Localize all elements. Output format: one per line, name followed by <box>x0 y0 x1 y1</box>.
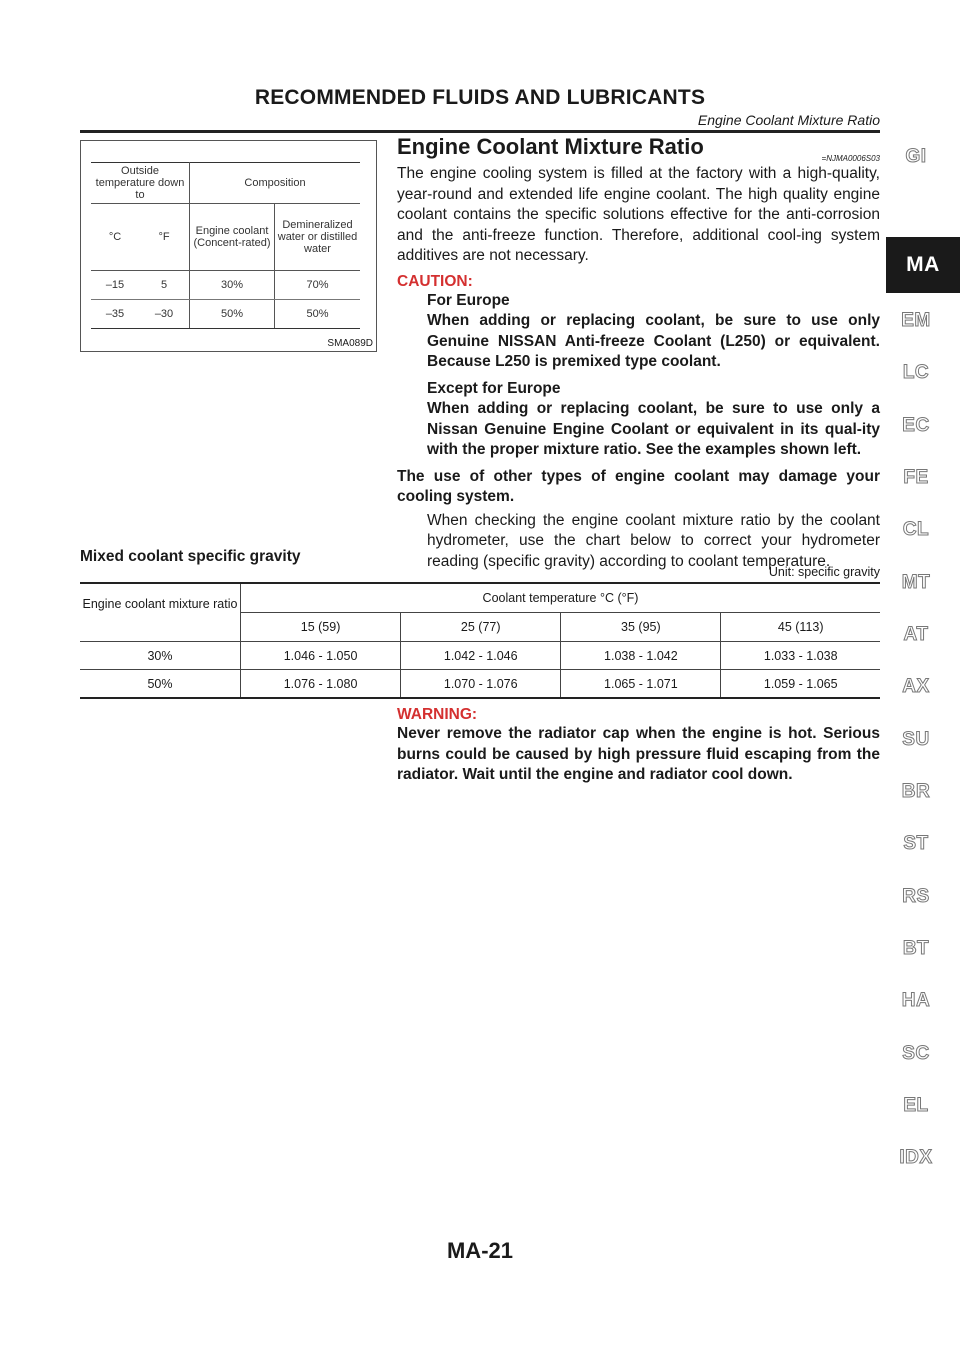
figure-cell: 50% <box>190 300 275 329</box>
side-tab-el[interactable]: EL <box>903 1095 929 1116</box>
page-header <box>80 86 880 128</box>
side-tab-bt[interactable]: BT <box>902 938 930 959</box>
page-subtitle: Engine Coolant Mixture Ratio <box>697 112 880 128</box>
gravity-cell: 1.038 - 1.042 <box>561 642 721 670</box>
gravity-cell: 1.076 - 1.080 <box>241 670 401 699</box>
side-tab-rs[interactable]: RS <box>902 886 930 907</box>
table-row <box>80 670 880 699</box>
figure-header-water: Demineralized water or distilled water <box>275 204 361 271</box>
side-tab-sc[interactable]: SC <box>902 1043 930 1064</box>
ratio-cell: 50% <box>80 670 241 699</box>
gravity-cell: 1.065 - 1.071 <box>561 670 721 699</box>
temp-column-header: 15 (59) <box>241 613 401 642</box>
gravity-table <box>80 582 880 699</box>
side-tab-mt[interactable]: MT <box>901 572 931 593</box>
figure-header-f: °F <box>139 204 190 271</box>
gravity-cell: 1.033 - 1.038 <box>721 642 880 670</box>
figure-cell: –15 <box>91 271 139 300</box>
reference-id: =NJMA0006S03 <box>821 154 880 163</box>
other-types-note: The use of other types of engine coolant may damage your cooling system. <box>397 467 880 505</box>
side-tab-ax[interactable]: AX <box>902 676 930 697</box>
table-row <box>80 642 880 670</box>
figure-id: SMA089D <box>327 338 373 349</box>
figure-header-composition: Composition <box>190 163 361 204</box>
figure-header-c: °C <box>91 204 139 271</box>
warning-block <box>397 706 880 786</box>
gravity-table-title: Mixed coolant specific gravity <box>80 548 301 565</box>
side-tab-ec[interactable]: EC <box>902 415 930 436</box>
side-tab-ma[interactable]: MA <box>886 237 960 293</box>
figure-row <box>91 300 360 329</box>
temp-column-header: 45 (113) <box>721 613 880 642</box>
except-text: When adding or replacing coolant, be sure to use only a Nissan Genuine Engine Coolant or equivalent in its qual-ity with the proper mixture ratio. See the examples shown left. <box>427 400 880 458</box>
side-tab-lc[interactable]: LC <box>902 362 930 383</box>
warning-text: Never remove the radiator cap when the engine is hot. Serious burns could be caused by high pressure fluid escaping from the radiator. Wait until the engine and radiator cool down. <box>397 725 880 783</box>
page-title: RECOMMENDED FLUIDS AND LUBRICANTS <box>254 86 706 109</box>
main-text-column <box>397 164 880 572</box>
temp-column-header: 35 (95) <box>561 613 721 642</box>
gravity-cell: 1.059 - 1.065 <box>721 670 880 699</box>
ratio-cell: 30% <box>80 642 241 670</box>
gravity-cell: 1.046 - 1.050 <box>241 642 401 670</box>
page-number: MA-21 <box>446 1238 513 1263</box>
side-tab-fe[interactable]: FE <box>903 467 929 488</box>
figure-cell: 50% <box>275 300 361 329</box>
figure-row <box>91 271 360 300</box>
intro-paragraph: The engine cooling system is filled at the factory with a high-quality, year-round and extended life engine coolant. The high quality engine coolant contains the specific solutions effective for the anti-corrosion and the anti-freeze function. Therefore, additional cool-ing system additives are not necessary. <box>397 165 880 264</box>
ratio-header: Engine coolant mixture ratio <box>80 583 241 642</box>
figure-cell: 70% <box>275 271 361 300</box>
temperature-header: Coolant temperature °C (°F) <box>241 583 881 613</box>
side-tab-at[interactable]: AT <box>903 624 929 645</box>
europe-heading: For Europe <box>427 291 510 309</box>
side-tab-ha[interactable]: HA <box>901 990 931 1011</box>
section-title: Engine Coolant Mixture Ratio <box>397 134 704 159</box>
hydrometer-paragraph: When checking the engine coolant mixture ratio by the coolant hydrometer, use the chart below to correct your hydrometer reading (specific gravity) according to coolant temperature. <box>427 511 880 570</box>
temp-column-header: 25 (77) <box>401 613 561 642</box>
figure-table <box>91 162 360 329</box>
header-divider <box>80 130 880 133</box>
figure-header-outside: Outside temperature down to <box>91 163 190 204</box>
side-tab-idx[interactable]: IDX <box>899 1147 933 1168</box>
gravity-cell: 1.042 - 1.046 <box>401 642 561 670</box>
except-heading: Except for Europe <box>427 379 561 397</box>
gravity-unit: Unit: specific gravity <box>768 565 880 579</box>
figure-header-engine-coolant: Engine coolant (Concent-rated) <box>190 204 275 271</box>
coolant-composition-figure <box>80 140 377 352</box>
side-tab-gi[interactable]: GI <box>905 146 927 167</box>
side-tab-cl[interactable]: CL <box>902 519 930 540</box>
figure-cell: –30 <box>139 300 190 329</box>
gravity-cell: 1.070 - 1.076 <box>401 670 561 699</box>
figure-cell: –35 <box>91 300 139 329</box>
side-tab-em[interactable]: EM <box>901 310 931 331</box>
figure-cell: 5 <box>139 271 190 300</box>
side-tab-su[interactable]: SU <box>902 729 930 750</box>
caution-label: CAUTION: <box>397 272 473 290</box>
figure-cell: 30% <box>190 271 275 300</box>
warning-label: WARNING: <box>397 706 478 723</box>
europe-text: When adding or replacing coolant, be sure to use only Genuine NISSAN Anti-freeze Coolant (L250) or equivalent. Because L250 is premixed type coolant. <box>427 312 880 370</box>
side-tab-st[interactable]: ST <box>903 833 929 854</box>
side-tab-br[interactable]: BR <box>901 781 931 802</box>
